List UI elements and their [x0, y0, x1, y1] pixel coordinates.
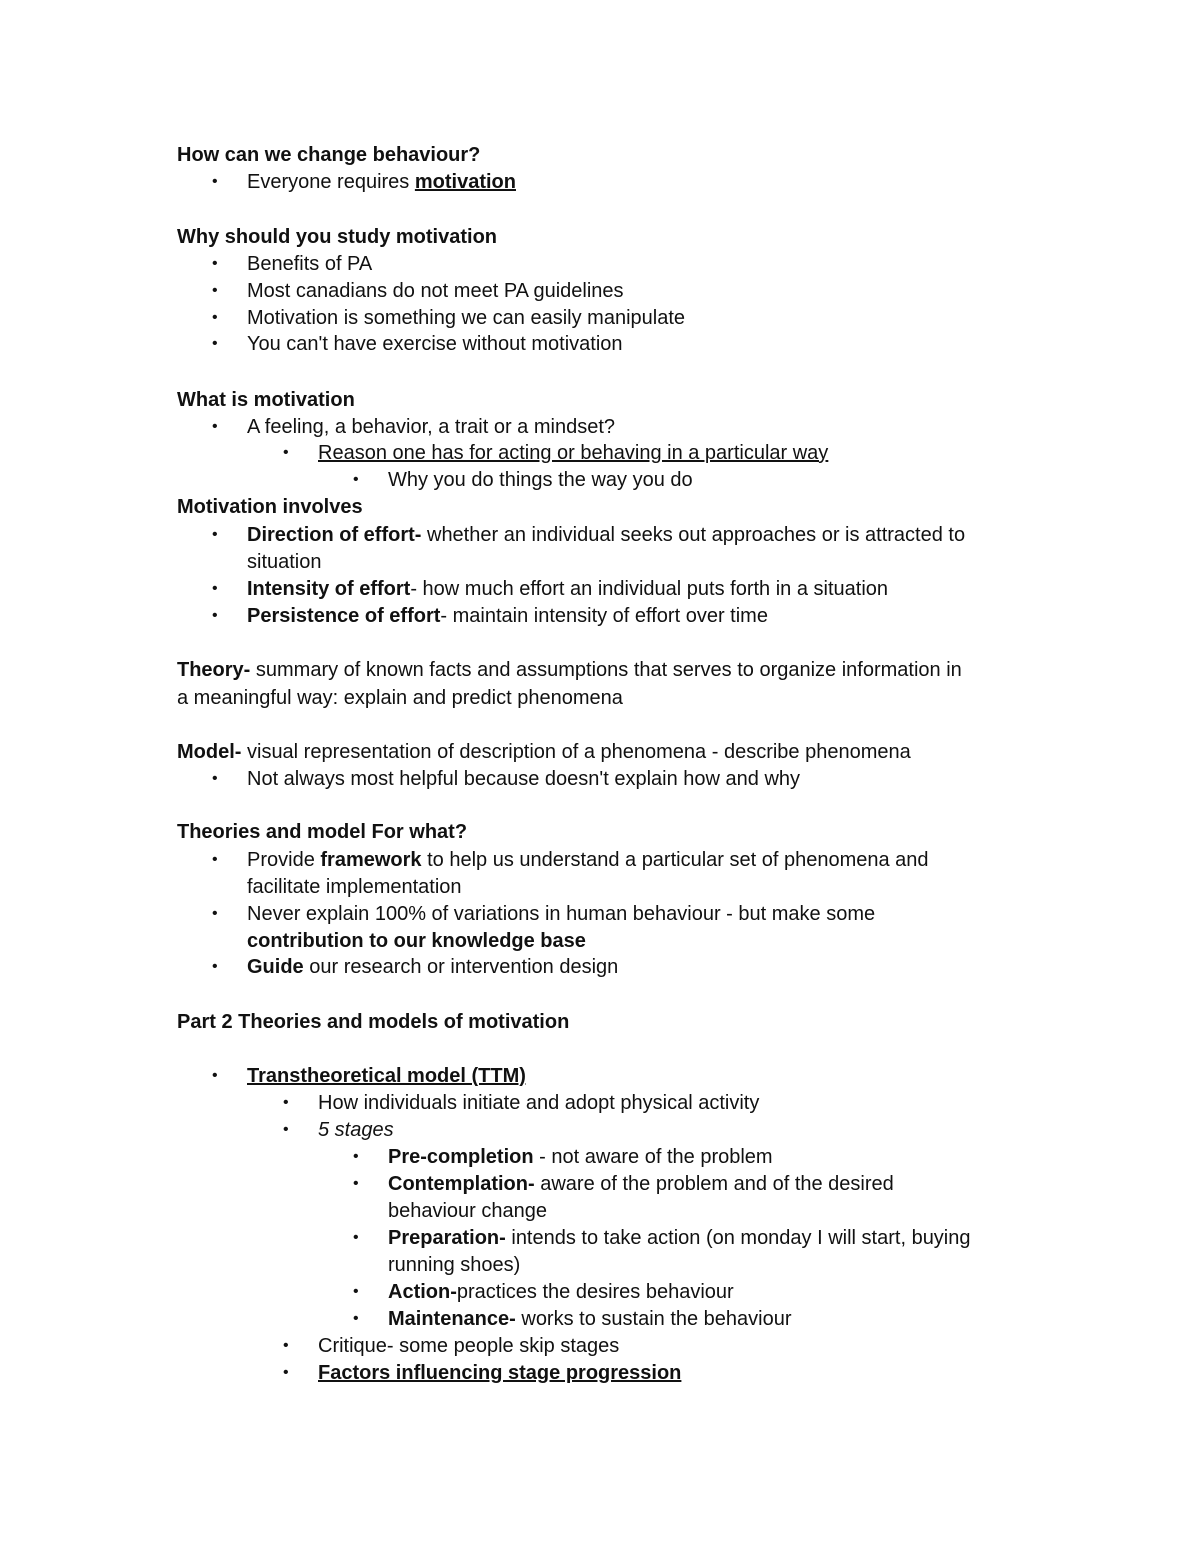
- bullet-icon: •: [212, 905, 218, 922]
- bullet-icon: •: [212, 770, 218, 787]
- ttm-title: Transtheoretical model (TTM): [247, 1065, 526, 1087]
- bullet-icon: •: [353, 1175, 359, 1192]
- bullet-icon: •: [283, 1364, 289, 1381]
- list-item: 5 stages: [318, 1119, 394, 1141]
- stage-item: Preparation- intends to take action (on monday I will start, buying: [388, 1227, 971, 1249]
- list-item: Why you do things the way you do: [388, 469, 693, 491]
- list-item-continuation: situation: [247, 551, 322, 573]
- theory-definition: Theory- summary of known facts and assumptions that serves to organize information in: [177, 659, 962, 681]
- list-item: Reason one has for acting or behaving in a particular way: [318, 442, 829, 464]
- bullet-icon: •: [353, 471, 359, 488]
- list-item: Factors influencing stage progression: [318, 1362, 682, 1384]
- list-item-continuation: facilitate implementation: [247, 876, 462, 898]
- list-item: Benefits of PA: [247, 253, 373, 275]
- list-item: Provide framework to help us understand a particular set of phenomena and: [247, 849, 929, 871]
- bullet-icon: •: [283, 1337, 289, 1354]
- theory-definition-continuation: a meaningful way: explain and predict phenomena: [177, 687, 623, 709]
- bullet-icon: •: [212, 607, 218, 624]
- bullet-icon: •: [353, 1229, 359, 1246]
- bullet-icon: •: [212, 1067, 218, 1084]
- bullet-icon: •: [212, 335, 218, 352]
- list-item: Not always most helpful because doesn't explain how and why: [247, 768, 801, 790]
- heading-motivation-involves: Motivation involves: [177, 496, 363, 518]
- bullet-icon: •: [212, 255, 218, 272]
- bullet-icon: •: [212, 958, 218, 975]
- bullet-icon: •: [212, 173, 218, 190]
- bullet-icon: •: [283, 444, 289, 461]
- heading-theories-for-what: Theories and model For what?: [177, 821, 468, 843]
- stage-item: Action-practices the desires behaviour: [388, 1281, 734, 1303]
- bullet-icon: •: [212, 418, 218, 435]
- bullet-icon: •: [283, 1121, 289, 1138]
- bullet-icon: •: [212, 282, 218, 299]
- stage-item: Maintenance- works to sustain the behaviour: [388, 1308, 792, 1330]
- stage-item: Pre-completion - not aware of the problem: [388, 1146, 773, 1168]
- bullet-icon: •: [212, 851, 218, 868]
- list-item: Persistence of effort- maintain intensity of effort over time: [247, 605, 768, 627]
- list-item: A feeling, a behavior, a trait or a mindset?: [247, 416, 615, 438]
- list-item: Never explain 100% of variations in human behaviour - but make some: [247, 903, 876, 925]
- bullet-icon: •: [212, 580, 218, 597]
- list-item-continuation: contribution to our knowledge base: [247, 930, 586, 952]
- stage-item: Contemplation- aware of the problem and of the desired: [388, 1173, 894, 1195]
- stage-item-continuation: behaviour change: [388, 1200, 548, 1222]
- bullet-icon: •: [353, 1148, 359, 1165]
- heading-why-study: Why should you study motivation: [177, 226, 497, 248]
- heading-part-2: Part 2 Theories and models of motivation: [177, 1011, 570, 1033]
- bullet-icon: •: [283, 1094, 289, 1111]
- model-definition: Model- visual representation of description of a phenomena - describe phenomena: [177, 741, 911, 763]
- bullet-icon: •: [353, 1310, 359, 1327]
- heading-change-behaviour: How can we change behaviour?: [177, 144, 481, 166]
- stage-item-continuation: running shoes): [388, 1254, 521, 1276]
- list-item: Guide our research or intervention design: [247, 956, 619, 978]
- list-item: Critique- some people skip stages: [318, 1335, 620, 1357]
- list-item: How individuals initiate and adopt physical activity: [318, 1092, 760, 1114]
- bullet-icon: •: [212, 309, 218, 326]
- bullet-icon: •: [212, 526, 218, 543]
- list-item: Most canadians do not meet PA guidelines: [247, 280, 624, 302]
- list-item: You can't have exercise without motivation: [247, 333, 623, 355]
- list-item: Motivation is something we can easily manipulate: [247, 307, 685, 329]
- bullet-icon: •: [353, 1283, 359, 1300]
- list-item: Everyone requires motivation: [247, 171, 516, 193]
- heading-what-is-motivation: What is motivation: [177, 389, 355, 411]
- list-item: Direction of effort- whether an individual seeks out approaches or is attracted to: [247, 524, 966, 546]
- list-item: Intensity of effort- how much effort an individual puts forth in a situation: [247, 578, 889, 600]
